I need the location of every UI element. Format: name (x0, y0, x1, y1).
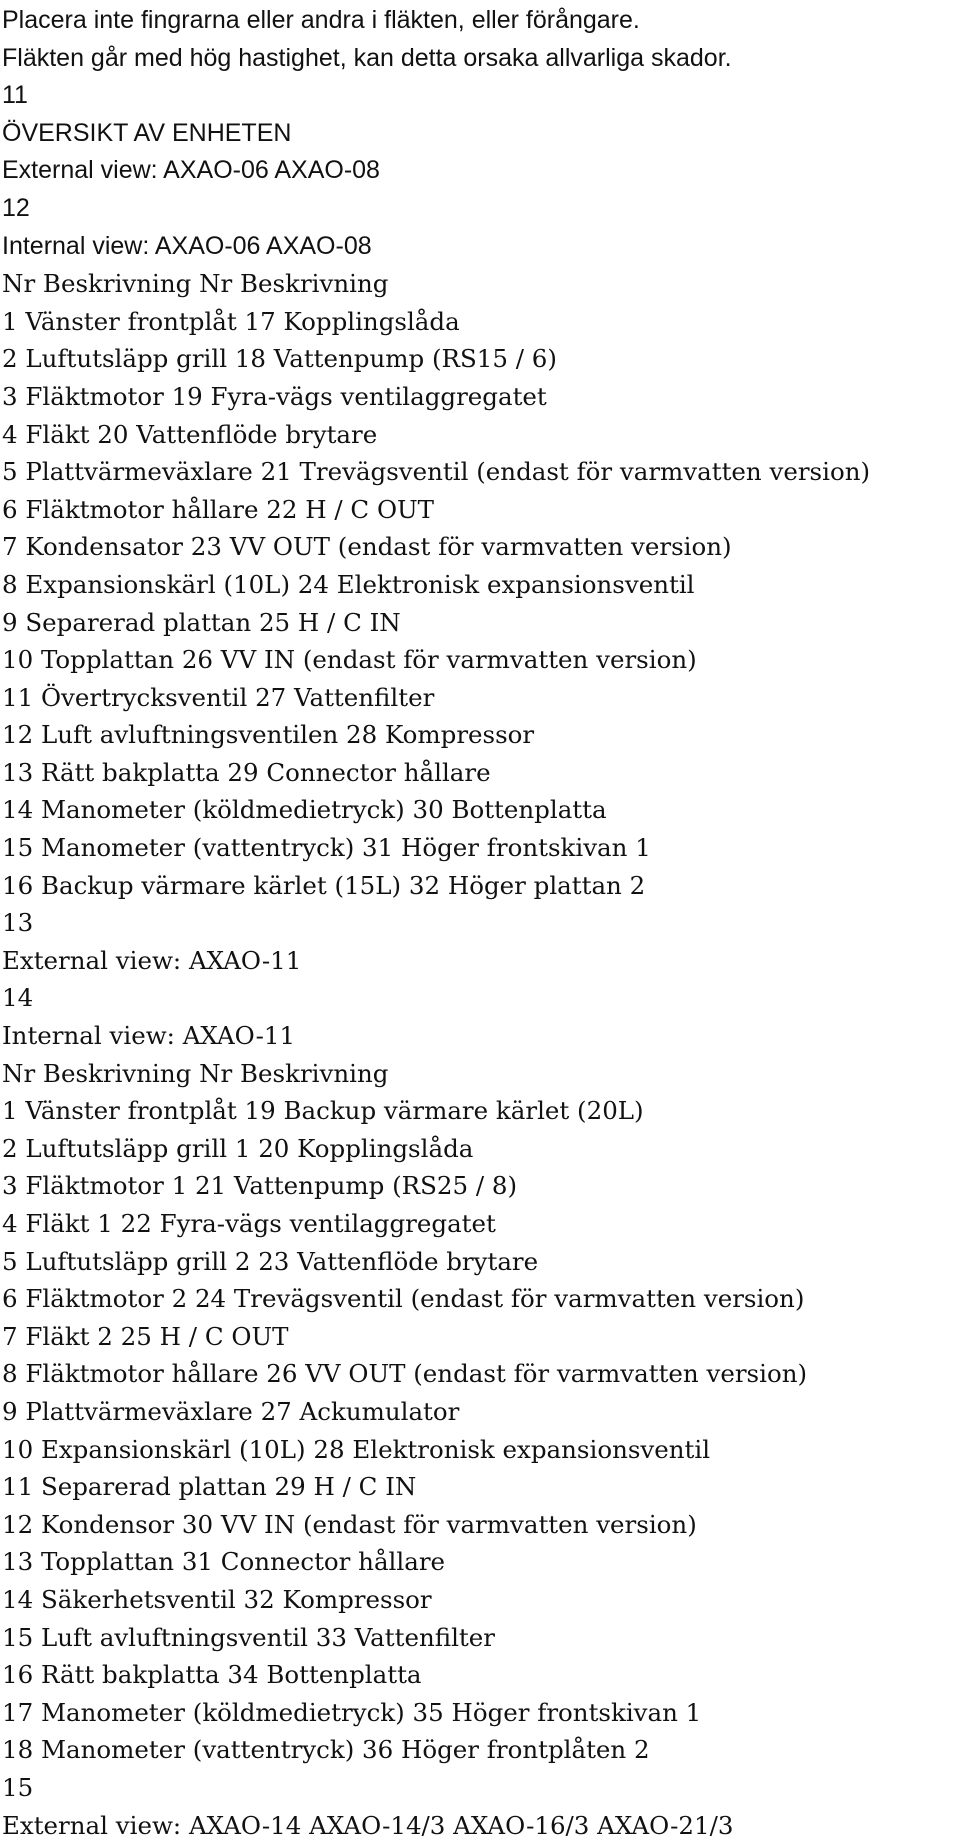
table-row: 11 Övertrycksventil 27 Vattenfilter (2, 679, 960, 717)
table-row: 5 Plattvärmeväxlare 21 Trevägsventil (endast för varmvatten version) (2, 453, 960, 491)
table-row: 5 Luftutsläpp grill 2 23 Vattenflöde brytare (2, 1243, 960, 1281)
table-row: 1 Vänster frontplåt 17 Kopplingslåda (2, 303, 960, 341)
table-row: 8 Expansionskärl (10L) 24 Elektronisk expansionsventil (2, 566, 960, 604)
table-row: 7 Fläkt 2 25 H / C OUT (2, 1318, 960, 1356)
table-row: 1 Vänster frontplåt 19 Backup värmare kärlet (20L) (2, 1092, 960, 1130)
table-header: Nr Beskrivning Nr Beskrivning (2, 265, 960, 303)
section-heading: ÖVERSIKT AV ENHETEN (2, 115, 960, 153)
page-number: 12 (2, 190, 960, 228)
figure-caption: Internal view: AXAO-11 (2, 1017, 960, 1055)
figure-caption: Internal view: AXAO-06 AXAO-08 (2, 228, 960, 266)
table-row: 9 Plattvärmeväxlare 27 Ackumulator (2, 1393, 960, 1431)
table-row: 14 Manometer (köldmedietryck) 30 Bottenplatta (2, 791, 960, 829)
table-row: 10 Expansionskärl (10L) 28 Elektronisk expansionsventil (2, 1431, 960, 1469)
table-row: 12 Luft avluftningsventilen 28 Kompressor (2, 716, 960, 754)
table-row: 12 Kondensor 30 VV IN (endast för varmvatten version) (2, 1506, 960, 1544)
table-row: 2 Luftutsläpp grill 18 Vattenpump (RS15 / 6) (2, 340, 960, 378)
figure-caption: External view: AXAO-14 AXAO-14/3 AXAO-16/3 AXAO-21/3 (2, 1807, 960, 1844)
table-row: 3 Fläktmotor 1 21 Vattenpump (RS25 / 8) (2, 1167, 960, 1205)
table-row: 6 Fläktmotor hållare 22 H / C OUT (2, 491, 960, 529)
table-row: 17 Manometer (köldmedietryck) 35 Höger frontskivan 1 (2, 1694, 960, 1732)
table-row: 15 Luft avluftningsventil 33 Vattenfilter (2, 1619, 960, 1657)
table-row: 16 Rätt bakplatta 34 Bottenplatta (2, 1656, 960, 1694)
warning-line-2: Fläkten går med hög hastighet, kan detta orsaka allvarliga skador. (2, 40, 960, 78)
table-row: 4 Fläkt 1 22 Fyra-vägs ventilaggregatet (2, 1205, 960, 1243)
warning-line-1: Placera inte fingrarna eller andra i fläkten, eller förångare. (2, 2, 960, 40)
table-row: 6 Fläktmotor 2 24 Trevägsventil (endast för varmvatten version) (2, 1280, 960, 1318)
table-row: 13 Rätt bakplatta 29 Connector hållare (2, 754, 960, 792)
table-row: 18 Manometer (vattentryck) 36 Höger frontplåten 2 (2, 1731, 960, 1769)
table-row: 14 Säkerhetsventil 32 Kompressor (2, 1581, 960, 1619)
table-row: 4 Fläkt 20 Vattenflöde brytare (2, 416, 960, 454)
page-number: 15 (2, 1769, 960, 1807)
table-row: 16 Backup värmare kärlet (15L) 32 Höger plattan 2 (2, 867, 960, 905)
table-row: 10 Topplattan 26 VV IN (endast för varmvatten version) (2, 641, 960, 679)
table-row: 7 Kondensator 23 VV OUT (endast för varmvatten version) (2, 528, 960, 566)
table-header: Nr Beskrivning Nr Beskrivning (2, 1055, 960, 1093)
page-number: 14 (2, 979, 960, 1017)
table-row: 11 Separerad plattan 29 H / C IN (2, 1468, 960, 1506)
page-number: 11 (2, 77, 960, 115)
figure-caption: External view: AXAO-11 (2, 942, 960, 980)
table-row: 13 Topplattan 31 Connector hållare (2, 1543, 960, 1581)
table-row: 9 Separerad plattan 25 H / C IN (2, 604, 960, 642)
figure-caption: External view: AXAO-06 AXAO-08 (2, 152, 960, 190)
table-row: 8 Fläktmotor hållare 26 VV OUT (endast för varmvatten version) (2, 1355, 960, 1393)
table-row: 15 Manometer (vattentryck) 31 Höger frontskivan 1 (2, 829, 960, 867)
page-number: 13 (2, 904, 960, 942)
table-row: 3 Fläktmotor 19 Fyra-vägs ventilaggregatet (2, 378, 960, 416)
table-row: 2 Luftutsläpp grill 1 20 Kopplingslåda (2, 1130, 960, 1168)
